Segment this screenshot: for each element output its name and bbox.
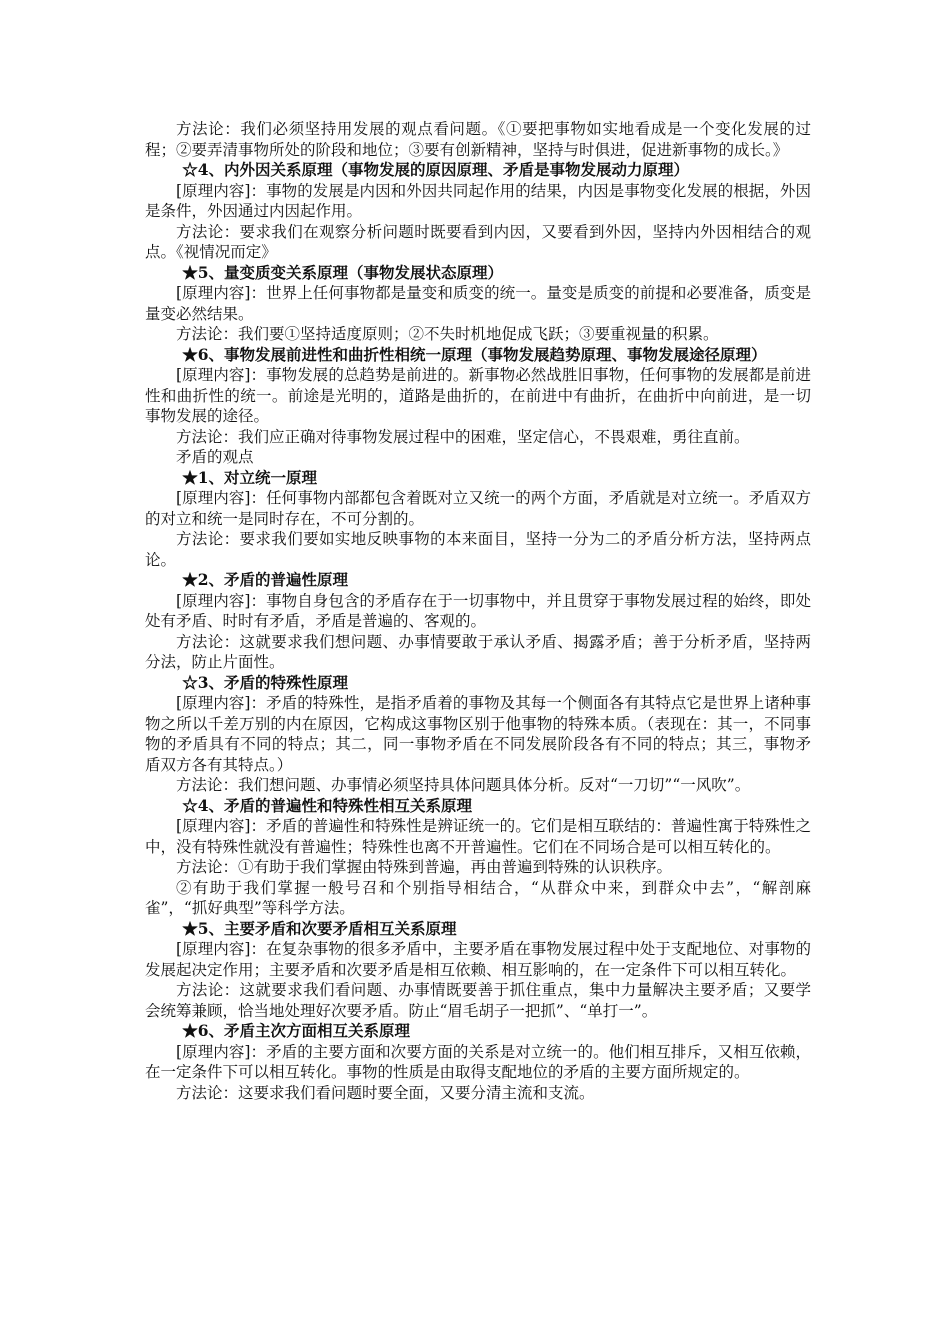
paragraph: 方法论：这就要求我们看问题、办事情既要善于抓住重点，集中力量解决主要矛盾；又要学会统筹兼顾，恰当地处理好次要矛盾。防止“眉毛胡子一把抓”、“单打一”。 xyxy=(145,981,811,1020)
section-heading: ★1、对立统一原理 xyxy=(182,467,317,487)
section-heading: ☆4、矛盾的普遍性和特殊性相互关系原理 xyxy=(182,795,472,815)
paragraph: 方法论：要求我们在观察分析问题时既要看到内因，又要看到外因，坚持内外因相结合的观点。《视情况而定》 xyxy=(145,222,811,261)
paragraph: 方法论：这就要求我们想问题、办事情要敢于承认矛盾、揭露矛盾；善于分析矛盾，坚持两分法，防止片面性。 xyxy=(145,632,811,671)
paragraph: 方法论：我们想问题、办事情必须坚持具体问题具体分析。反对“一刀切”“一风吹”。 xyxy=(176,776,751,794)
paragraph: [原理内容]：矛盾的特殊性，是指矛盾着的事物及其每一个侧面各有其特点它是世界上诸种事物之所以千差万别的内在原因，它构成这事物区别于他事物的特殊本质。（表现在：其一，不同事物的矛盾具有不同的特点；其二，同一事物矛盾在不同发展阶段各有不同的特点；其三，事物矛盾双方各有其特点。） xyxy=(145,694,811,774)
section-heading: ★2、矛盾的普遍性原理 xyxy=(182,570,348,589)
paragraph: 方法论：我们应正确对待事物发展过程中的困难，坚定信心，不畏艰难，勇往直前。 xyxy=(176,427,750,446)
paragraph: [原理内容]：矛盾的普遍性和特殊性是辨证统一的。它们是相互联结的：普遍性寓于特殊性之中，没有特殊性就没有普遍性；特殊性也离不开普遍性。它们在不同场合是可以相互转化的。 xyxy=(145,817,811,856)
document-body xyxy=(145,119,811,1103)
section-heading: ★6、矛盾主次方面相互关系原理 xyxy=(182,1021,410,1040)
paragraph: 方法论：①有助于我们掌握由特殊到普遍，再由普遍到特殊的认识秩序。 xyxy=(176,858,673,876)
paragraph: 方法论：我们要①坚持适度原则；②不失时机地促成飞跃；③要重视量的积累。 xyxy=(176,325,719,343)
section-heading: ☆4、内外因关系原理（事物发展的原因原理、矛盾是事物发展动力原理） xyxy=(182,160,689,179)
paragraph: 方法论：要求我们要如实地反映事物的本来面目，坚持一分为二的矛盾分析方法，坚持两点论。 xyxy=(145,530,811,569)
paragraph: [原理内容]：事物发展的总趋势是前进的。新事物必然战胜旧事物，任何事物的发展都是前进性和曲折性的统一。前途是光明的，道路是曲折的，在前进中有曲折，在曲折中向前进，是一切事物发展的途径。 xyxy=(145,366,811,425)
paragraph: [原理内容]：世界上任何事物都是量变和质变的统一。量变是质变的前提和必要准备，质变是量变必然结果。 xyxy=(145,284,811,323)
section-heading: ★5、主要矛盾和次要矛盾相互关系原理 xyxy=(182,918,457,938)
paragraph: [原理内容]：矛盾的主要方面和次要方面的关系是对立统一的。他们相互排斥，又相互依赖，在一定条件下可以相互转化。事物的性质是由取得支配地位的矛盾的主要方面所规定的。 xyxy=(145,1042,811,1081)
paragraph: [原理内容]：事物的发展是内因和外因共同起作用的结果，内因是事物变化发展的根据，外因是条件，外因通过内因起作用。 xyxy=(145,181,811,220)
paragraph: 方法论：这要求我们看问题时要全面，又要分清主流和支流。 xyxy=(176,1083,595,1102)
paragraph: [原理内容]：在复杂事物的很多矛盾中，主要矛盾在事物发展过程中处于支配地位、对事物的发展起决定作用；主要矛盾和次要矛盾是相互依赖、相互影响的，在一定条件下可以相互转化。 xyxy=(145,940,811,979)
section-heading: ★5、量变质变关系原理（事物发展状态原理） xyxy=(182,262,503,282)
section-heading: ★6、事物发展前进性和曲折性相统一原理（事物发展趋势原理、事物发展途径原理） xyxy=(182,344,767,364)
section-heading: ☆3、矛盾的特殊性原理 xyxy=(182,672,348,692)
paragraph: [原理内容]：任何事物内部都包含着既对立又统一的两个方面，矛盾就是对立统一。矛盾双方的对立和统一是同时存在，不可分割的。 xyxy=(145,489,811,528)
paragraph: ②有助于我们掌握一般号召和个别指导相结合，“从群众中来，到群众中去”，“解剖麻雀”，“抓好典型”等科学方法。 xyxy=(145,878,811,917)
subsection-title: 矛盾的观点 xyxy=(176,448,254,466)
paragraph: 方法论：我们必须坚持用发展的观点看问题。《①要把事物如实地看成是一个变化发展的过程；②要弄清事物所处的阶段和地位；③要有创新精神，坚持与时俱进，促进新事物的成长。》 xyxy=(145,120,811,159)
paragraph: [原理内容]：事物自身包含的矛盾存在于一切事物中，并且贯穿于事物发展过程的始终，即处处有矛盾、时时有矛盾，矛盾是普遍的、客观的。 xyxy=(145,591,811,630)
